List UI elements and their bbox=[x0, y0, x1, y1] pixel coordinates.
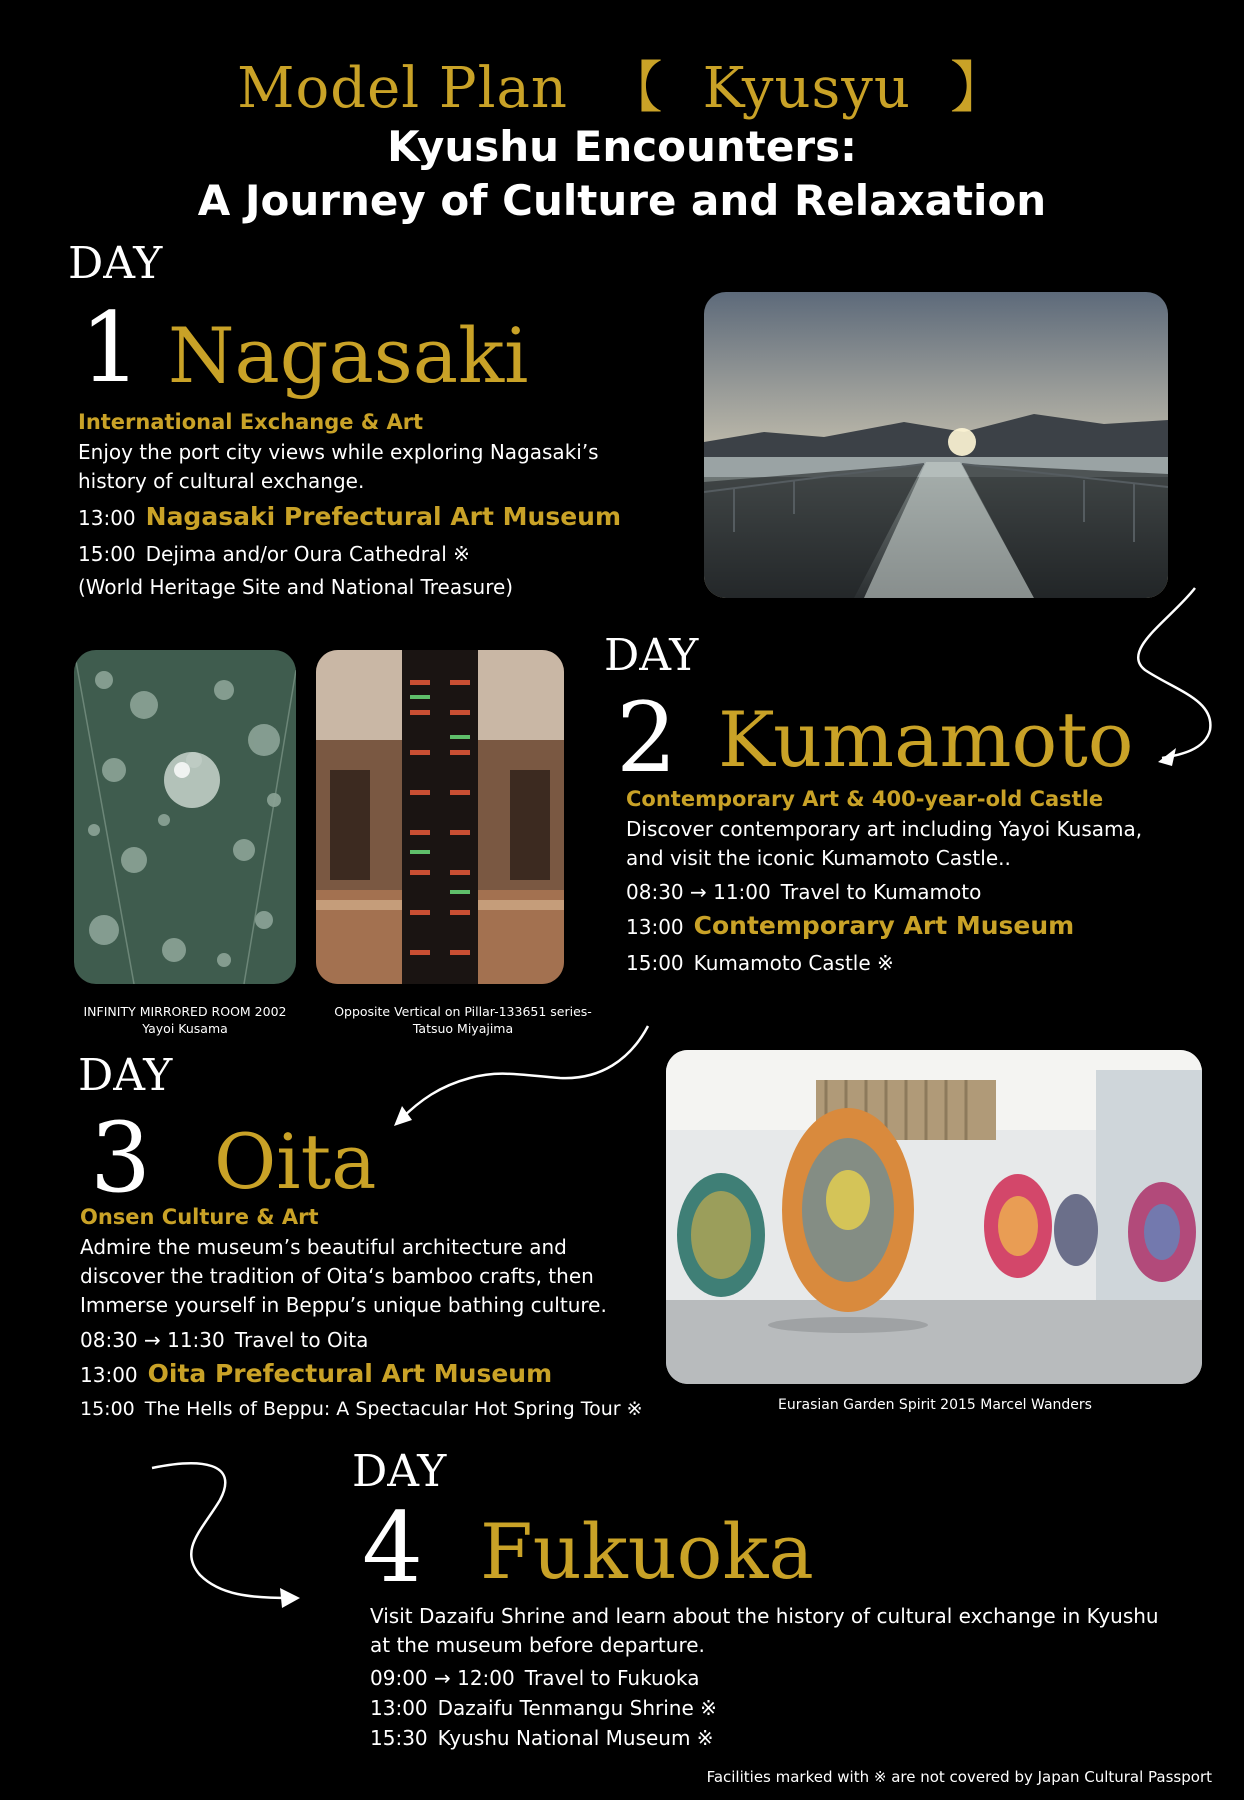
day1-city: Nagasaki bbox=[168, 311, 529, 400]
day3-desc-line: discover the tradition of Oita‘s bamboo crafts, then bbox=[80, 1264, 594, 1288]
day1-item-3: (World Heritage Site and National Treasure) bbox=[78, 575, 514, 599]
nagasaki-museum-photo bbox=[704, 292, 1168, 598]
item-text: Kyushu National Museum ※ bbox=[437, 1726, 714, 1750]
day3-item-3 bbox=[80, 1398, 643, 1420]
item-time: 15:00 bbox=[626, 951, 684, 975]
day2-item-1 bbox=[626, 880, 981, 904]
day3-desc-line: Immerse yourself in Beppu’s unique bathing culture. bbox=[80, 1293, 607, 1317]
day3-description bbox=[80, 1233, 607, 1320]
caption-line: Yayoi Kusama bbox=[142, 1021, 228, 1036]
item-time: 13:00 bbox=[78, 506, 136, 530]
curved-arrow-icon bbox=[380, 1020, 660, 1130]
kusama-caption bbox=[60, 1003, 310, 1037]
miyajima-artwork-photo bbox=[316, 650, 564, 984]
day2-item-2 bbox=[626, 911, 1074, 940]
day3-number: 3 bbox=[90, 1102, 152, 1214]
item-venue: Contemporary Art Museum bbox=[693, 911, 1075, 940]
item-text: Dazaifu Tenmangu Shrine ※ bbox=[437, 1696, 717, 1720]
item-venue: Oita Prefectural Art Museum bbox=[147, 1359, 553, 1388]
region-bracket-open: 【 bbox=[606, 56, 664, 121]
day1-number: 1 bbox=[80, 292, 142, 404]
day3-city: Oita bbox=[214, 1117, 377, 1206]
headline-line-2: A Journey of Culture and Relaxation bbox=[197, 176, 1047, 225]
day2-desc-line: Discover contemporary art including Yayoi Kusama, bbox=[626, 817, 1143, 841]
day4-item-1 bbox=[370, 1666, 699, 1690]
day2-desc-line: and visit the iconic Kumamoto Castle.. bbox=[626, 846, 1011, 870]
item-time: 15:30 bbox=[370, 1726, 428, 1750]
oita-museum-photo bbox=[666, 1050, 1202, 1384]
day1-desc-line: Enjoy the port city views while exploring Nagasaki’s bbox=[78, 440, 599, 464]
region-name: Kyusyu bbox=[702, 56, 911, 121]
day3-label: DAY bbox=[78, 1050, 173, 1101]
item-time: 13:00 bbox=[626, 915, 684, 939]
curved-arrow-icon bbox=[140, 1450, 310, 1620]
item-time: 08:30 → 11:00 bbox=[626, 880, 771, 904]
day4-number: 4 bbox=[362, 1492, 424, 1604]
day4-item-2 bbox=[370, 1696, 717, 1720]
footer-note: Facilities marked with ※ are not covered by Japan Cultural Passport bbox=[706, 1768, 1212, 1786]
day4-label: DAY bbox=[352, 1446, 447, 1497]
plan-title bbox=[0, 44, 1244, 124]
day1-item-2 bbox=[78, 542, 470, 566]
item-time: 08:30 → 11:30 bbox=[80, 1328, 225, 1352]
day2-number: 2 bbox=[616, 682, 678, 794]
item-time: 09:00 → 12:00 bbox=[370, 1666, 515, 1690]
day4-desc-line: Visit Dazaifu Shrine and learn about the history of cultural exchange in Kyushu bbox=[370, 1604, 1159, 1628]
headline-line-1: Kyushu Encounters: bbox=[387, 122, 857, 171]
day1-label: DAY bbox=[68, 238, 163, 289]
item-time: 15:00 bbox=[78, 542, 136, 566]
item-text: Travel to Kumamoto bbox=[780, 880, 982, 904]
caption-line: INFINITY MIRRORED ROOM 2002 bbox=[83, 1004, 287, 1019]
item-time: 13:00 bbox=[370, 1696, 428, 1720]
day4-city: Fukuoka bbox=[480, 1507, 814, 1596]
wanders-caption: Eurasian Garden Spirit 2015 Marcel Wanders bbox=[778, 1397, 1092, 1413]
day3-theme: Onsen Culture & Art bbox=[80, 1205, 319, 1229]
day2-theme: Contemporary Art & 400-year-old Castle bbox=[626, 787, 1104, 811]
day2-item-3 bbox=[626, 951, 894, 975]
item-time: 13:00 bbox=[80, 1363, 138, 1387]
caption-line: Tatsuo Miyajima bbox=[412, 1021, 514, 1036]
day2-city: Kumamoto bbox=[718, 695, 1134, 784]
day2-description bbox=[626, 815, 1142, 873]
item-text: Travel to Oita bbox=[234, 1328, 369, 1352]
day4-description bbox=[370, 1602, 1159, 1660]
item-text: Kumamoto Castle ※ bbox=[693, 951, 894, 975]
kusama-artwork-photo bbox=[74, 650, 296, 984]
day1-description bbox=[78, 438, 599, 496]
day1-item-1 bbox=[78, 502, 621, 531]
item-text: Dejima and/or Oura Cathedral ※ bbox=[145, 542, 470, 566]
region-bracket-close: 】 bbox=[949, 56, 1007, 121]
day3-item-1 bbox=[80, 1328, 368, 1352]
day1-desc-line: history of cultural exchange. bbox=[78, 469, 365, 493]
item-time: 15:00 bbox=[80, 1398, 135, 1420]
day3-desc-line: Admire the museum’s beautiful architecture and bbox=[80, 1235, 567, 1259]
day2-label: DAY bbox=[604, 630, 699, 681]
model-plan-label: Model Plan bbox=[237, 56, 568, 121]
day4-item-3 bbox=[370, 1726, 714, 1750]
day4-desc-line: at the museum before departure. bbox=[370, 1633, 705, 1657]
item-text: Travel to Fukuoka bbox=[524, 1666, 700, 1690]
item-text: The Hells of Beppu: A Spectacular Hot Spring Tour ※ bbox=[144, 1398, 643, 1420]
caption-line: Opposite Vertical on Pillar-133651 series- bbox=[334, 1004, 592, 1019]
day3-item-2 bbox=[80, 1359, 552, 1388]
day1-theme: International Exchange & Art bbox=[78, 410, 424, 434]
item-venue: Nagasaki Prefectural Art Museum bbox=[145, 502, 622, 531]
